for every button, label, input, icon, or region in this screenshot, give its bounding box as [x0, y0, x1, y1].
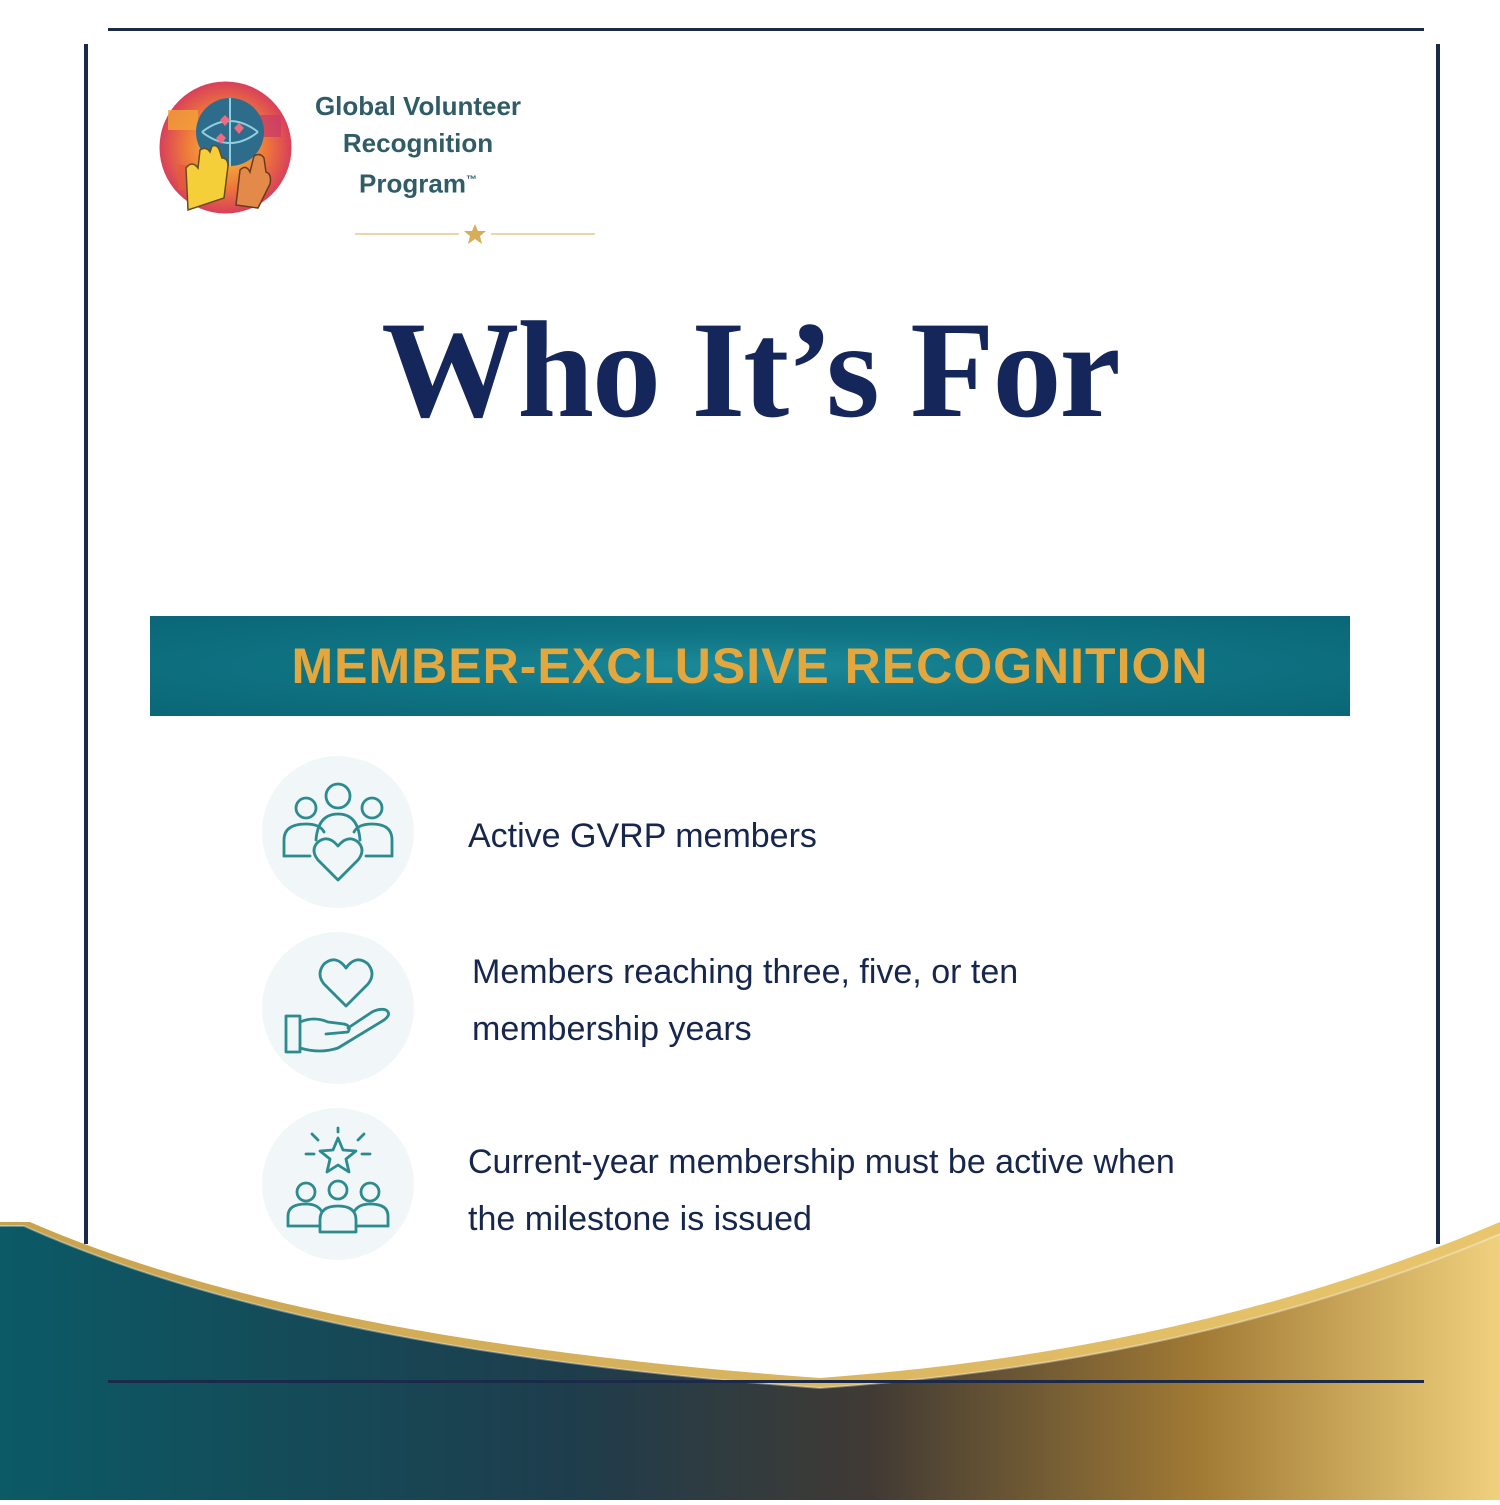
section-banner [150, 616, 1350, 716]
people-heart-icon [262, 756, 414, 908]
frame-top-line [108, 28, 1424, 31]
hand-heart-icon [262, 932, 414, 1084]
item-text-line: membership years [472, 1010, 752, 1048]
gvrp-logo [158, 80, 293, 215]
star-icon [464, 224, 486, 244]
banner-label: MEMBER-EXCLUSIVE RECOGNITION [291, 638, 1209, 694]
item-text [468, 808, 817, 865]
frame-right-line [1436, 44, 1440, 1244]
decorative-wave [0, 1200, 1500, 1500]
brand-name [298, 88, 538, 203]
item-text-line: Current-year membership must be active when [468, 1143, 1175, 1181]
ornamental-divider [355, 220, 595, 248]
page-title: Who It’s For [381, 293, 1119, 446]
item-text-line: Members reaching three, five, or ten [472, 953, 1019, 991]
frame-left-line [84, 44, 88, 1244]
item-text-line: the milestone is issued [468, 1200, 812, 1238]
brand-line-2: Recognition [342, 128, 494, 158]
trademark-symbol: ™ [465, 174, 477, 186]
item-text-line: Active GVRP members [468, 817, 817, 855]
list-item [262, 932, 1362, 1084]
brand-line-3-text: Program [359, 168, 466, 199]
list-item [262, 756, 1362, 908]
brand-line-1: Global Volunteer [314, 91, 522, 121]
brand-line-3 [298, 162, 538, 203]
item-text [472, 944, 1018, 1058]
frame-bottom-line [108, 1380, 1424, 1383]
